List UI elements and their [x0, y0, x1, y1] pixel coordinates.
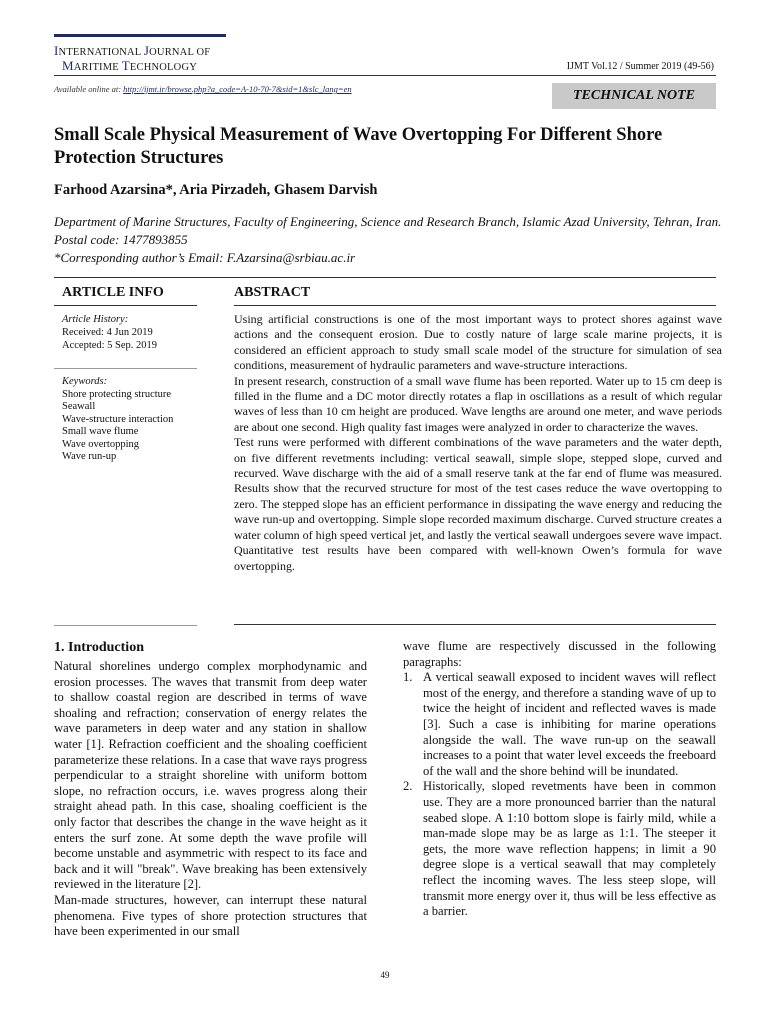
- available-label: Available online at:: [54, 84, 124, 94]
- keywords: [62, 376, 173, 464]
- keyword-item: Shore protecting structure: [62, 388, 172, 400]
- section-heading: 1. Introduction: [54, 640, 144, 655]
- header-divider: [54, 75, 716, 76]
- keyword-item: Small wave flume: [62, 426, 139, 437]
- article-history: [62, 313, 157, 352]
- list-item: 2. Historically, sloped revetments have been in common use. They are a more pronounced barrier than the natural seabed slope. A 1:10 bottom slope is fairly mild, while a man-made slope may be as large as 1:1. The steeper it gets, the more wave reflection happens; in limit a 90 degree slope is a vertical seawall that may completely reflect the incoming waves. The less steep slope, will transmit more energy over it, thus will be less effective as a barrier.: [403, 779, 716, 919]
- affiliation-block: [54, 213, 724, 267]
- body-paragraph: Man-made structures, however, can interrupt these natural phenomena. Five types of shore protection structures that have been experimented in our small: [54, 892, 367, 939]
- journal-name: [54, 44, 210, 74]
- header-rule: [54, 34, 226, 37]
- abstract-rule: [234, 305, 716, 306]
- article-type-badge: TECHNICAL NOTE: [552, 83, 716, 109]
- journal-name-line-1: INTERNATIONAL JOURNAL OF: [54, 43, 211, 58]
- body-left-column: [54, 639, 367, 940]
- article-title: Small Scale Physical Measurement of Wave Overtopping For Different Shore Protection Structures: [54, 125, 663, 168]
- abstract-paragraph: Test runs were performed with different combinations of the wave parameters and the water depth, on five different revetments including: vertical seawall, simple slope, stepped slope, curved and recurved. Wave discharge with the aid of a small reserve tank at the far end of flume was measured. Results show that the recurved structure for most of the test cases reduce the wave overtopping to zero. The stepped slope has an efficient performance in dissipating the wave energy and reducing the wave run-up and overtopping. Simple slope recorded maximum discharge. Curved structure creates a water column of high speed vertical jet, and lastly the vertical seawall undergoes severe wave impact. Quantitative test results have been compared with well-known Owen’s formula for wave overtopping.: [234, 435, 722, 573]
- affiliation: Department of Marine Structures, Faculty of Engineering, Science and Research Branch, Islamic Azad University, Tehran, Iran. Postal code: 1477893855: [54, 214, 722, 247]
- keyword-item: Wave run-up: [62, 451, 117, 462]
- accepted-date: Accepted: 5 Sep. 2019: [62, 340, 158, 351]
- keyword-item: Wave-structure interaction: [62, 413, 174, 425]
- corresponding-author: *Corresponding author’s Email: F.Azarsina@srbiau.ac.ir: [54, 250, 356, 265]
- abstract-heading: ABSTRACT: [234, 285, 311, 300]
- abstract-body: [234, 312, 722, 574]
- abstract-paragraph: Using artificial constructions is one of the most important ways to protect shores against wave actions and the consequent erosion. Due to costly nature of large scale marine projects, it is considered an efficient approach to study small scale model of the structure for simulation of sea conditions, measurement of hydraulic parameters and wave-structure interactions.: [234, 312, 722, 373]
- body-paragraph: wave flume are respectively discussed in the following paragraphs:: [403, 639, 716, 669]
- journal-name-line-2: MARITIME TECHNOLOGY: [62, 58, 198, 73]
- keyword-item: Seawall: [62, 401, 96, 412]
- article-info-heading: ARTICLE INFO: [62, 285, 164, 300]
- history-label: Article History:: [62, 314, 129, 325]
- history-divider: [54, 368, 197, 369]
- keywords-bottom-rule: [54, 625, 197, 626]
- keywords-label: Keywords:: [62, 376, 108, 387]
- body-right-column: [403, 639, 716, 920]
- issue-info: IJMT Vol.12 / Summer 2019 (49-56): [566, 61, 714, 72]
- info-divider: [54, 277, 716, 278]
- page-number: 49: [380, 970, 390, 980]
- abstract-bottom-rule: [234, 624, 716, 625]
- received-date: Received: 4 Jun 2019: [62, 327, 153, 338]
- abstract-paragraph: In present research, construction of a small wave flume has been reported. Water up to 15 cm deep is filled in the flume and a DC motor directly rotates a flap in oscillations as a result of which regular waves of less than 10 cm height are produced. Wave lengths are around one meter, and wave periods are about one second. High quality fast images were analyzed in order to characterize the waves.: [234, 373, 722, 434]
- list-item: 1. A vertical seawall exposed to incident waves will reflect most of the energy, and therefore a standing wave of up to twice the height of incident and reflected waves is made [3]. Such a case is inhibiting for marine operations alongside the wall. The wave run-up on the seawall increases to a point that water level exceeds the freeboard of the wall and the shore behind will be inundated.: [403, 670, 716, 778]
- article-info-rule: [54, 305, 197, 306]
- availability-line: [54, 84, 352, 94]
- authors: Farhood Azarsina*, Aria Pirzadeh, Ghasem Darvish: [54, 182, 378, 198]
- structure-list: [403, 670, 716, 920]
- article-url-link[interactable]: http://ijmt.ir/browse.php?a_code=A-10-70-7&sid=1&slc_lang=en: [123, 84, 352, 94]
- keyword-item: Wave overtopping: [62, 438, 140, 450]
- body-paragraph: Natural shorelines undergo complex morphodynamic and erosion processes. The waves that transmit from deep water to shallow coastal region are described in terms of wave shoaling and refraction; conservation of energy relates the wave parameters in deep water and any station in shallow water [1]. Refraction coefficient and the shoaling coefficient parameterize these relations. In a case that wave rays progress perpendicular to a straight shoreline with uniform bottom slope, no refraction occurs, i.e. waves progress along their straight ahead path. In this case, shoaling coefficient is the only factor that describes the change in the wave height as it enters the surf zone. At some depth the wave profile will become unstable and asymmetric with respect to its face and back and it will "break". Wave breaking has been extensively reviewed in the literature [2].: [54, 659, 367, 892]
